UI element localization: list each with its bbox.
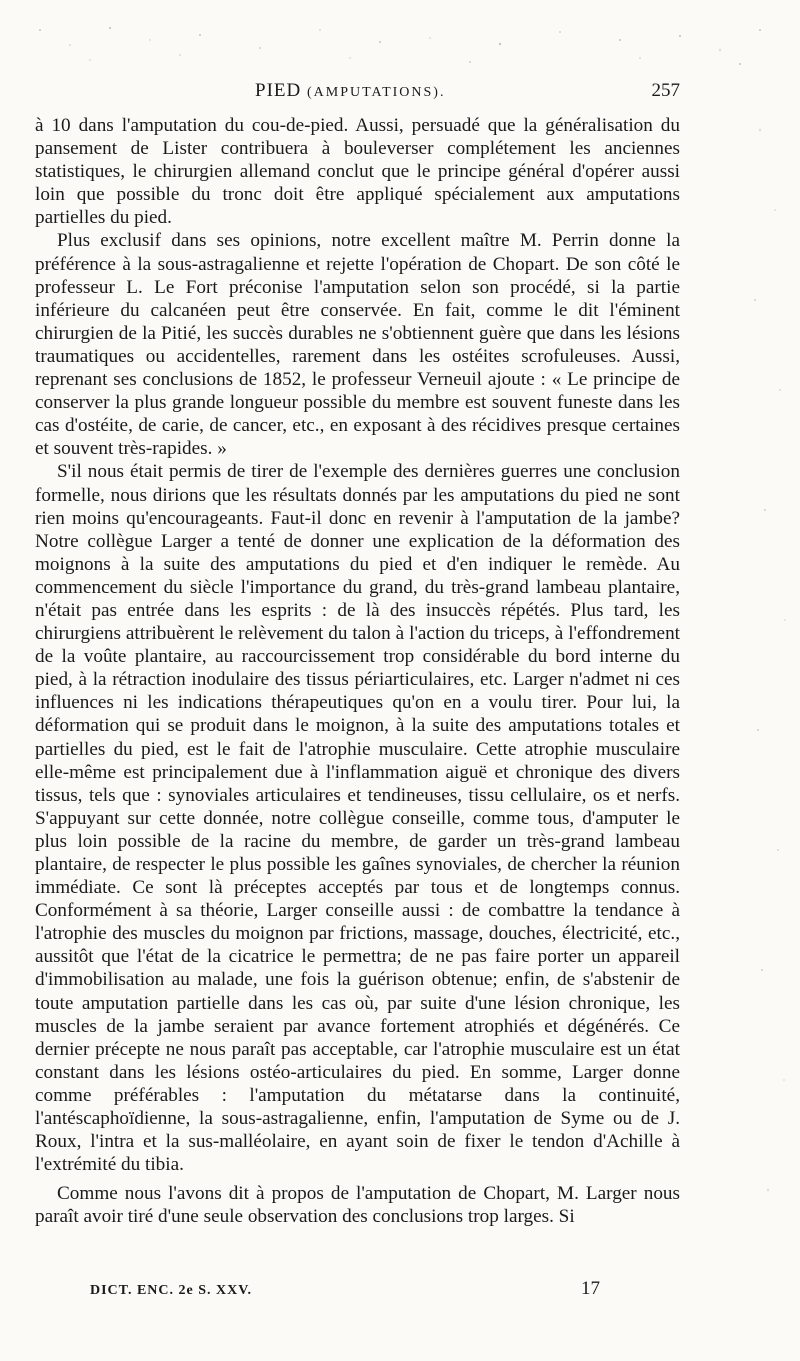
running-header [255, 80, 680, 102]
signature-mark: DICT. ENC. 2e S. XXV. [90, 1283, 253, 1298]
page-footer [90, 1278, 600, 1300]
running-head-title: PIED [255, 80, 302, 101]
running-head-subtitle: (AMPUTATIONS). [306, 85, 446, 100]
paragraph: Plus exclusif dans ses opinions, notre excellent maître M. Perrin donne la préférence à la sous-astragalienne et rejette l'opération de Chopart. De son côté le professeur L. Le Fort préconise l'amputation selon son procédé, si la partie inférieure du calcanéen peut être conservée. En fait, comme le dit l'éminent chirurgien de la Pitié, les succès durables ne s'obtiennent guère que dans les lésions traumatiques ou accidentelles, rarement dans les ostéites scrofuleuses. Aussi, reprenant ses conclusions de 1852, le professeur Verneuil ajoute : « Le principe de conserver la plus grande longueur possible du membre est souvent funeste dans les cas d'ostéite, de carie, de cancer, etc., en exposant à des récidives presque certaines et souvent très-rapides. » [35, 230, 680, 460]
scan-noise-top [0, 0, 800, 90]
body-text [35, 114, 680, 1229]
scan-noise-margin [740, 90, 800, 1290]
signature-number: 17 [581, 1278, 600, 1299]
running-head [255, 80, 445, 102]
paragraph: Comme nous l'avons dit à propos de l'amputation de Chopart, M. Larger nous paraît avoir tiré d'une seule observation des conclusions trop larges. Si [35, 1183, 680, 1228]
page-number: 257 [651, 80, 680, 101]
paragraph: à 10 dans l'amputation du cou-de-pied. Aussi, persuadé que la généralisation du pansement de Lister contribuera à bouleverser complétement les anciennes statistiques, le chirurgien allemand conclut que le principe général d'opérer aussi loin que possible du tronc doit être appliqué spécialement aux amputations partielles du pied. [35, 115, 680, 229]
paragraph: S'il nous était permis de tirer de l'exemple des dernières guerres une conclusion formelle, nous dirions que les résultats donnés par les amputations du pied ne sont rien moins qu'encourageants. Faut-il donc en revenir à l'amputation de la jambe? Notre collègue Larger a tenté de donner une explication de la déformation des moignons à la suite des amputations du pied et d'en indiquer le remède. Au commencement du siècle l'importance du grand, du très-grand lambeau plantaire, n'était pas entrée dans les esprits : de là des insuccès répétés. Plus tard, les chirurgiens attribuèrent le relèvement du talon à l'action du triceps, à l'effondrement de la voûte plantaire, au raccourcissement trop considérable du bord interne du pied, à la rétraction inodulaire des tissus périarticulaires, etc. Larger n'admet ni ces influences ni les indications thérapeutiques qu'on en a voulu tirer. Pour lui, la déformation qui se produit dans le moignon, à la suite des amputations totales et partielles du pied, est le fait de l'atrophie musculaire. Cette atrophie musculaire elle-même est principalement due à l'inflammation aiguë et chronique des divers tissus, tels que : synoviales articulaires et tendineuses, tissu cellulaire, os et nerfs. S'appuyant sur cette donnée, notre collègue conseille, comme tous, d'amputer le plus loin possible de la racine du membre, de garder un très-grand lambeau plantaire, de respecter le plus possible les gaînes synoviales, de chercher la réunion immédiate. Ce sont là préceptes acceptés par tous et de longtemps connus. Conformément à sa théorie, Larger conseille aussi : de combattre la tendance à l'atrophie des muscles du moignon par frictions, massage, douches, électricité, etc., aussitôt que l'état de la cicatrice le permettra; de ne pas faire porter un appareil d'immobilisation au malade, une fois la guérison obtenue; enfin, de s'abstenir de toute amputation partielle dans les cas où, par suite d'une lésion chronique, les muscles de la jambe seraient par avance fortement atrophiés et dégénérés. Ce dernier précepte ne nous paraît pas acceptable, car l'atrophie musculaire est un état constant dans les lésions ostéo-articulaires du pied. En somme, Larger donne comme préférables : l'amputation du métatarse dans la continuité, l'antéscaphoïdienne, la sous-astragalienne, enfin, l'amputation de Syme ou de J. Roux, l'intra et la sus-malléolaire, en ayant soin de fixer le tendon d'Achille à l'extrémité du tibia. [35, 461, 680, 1176]
